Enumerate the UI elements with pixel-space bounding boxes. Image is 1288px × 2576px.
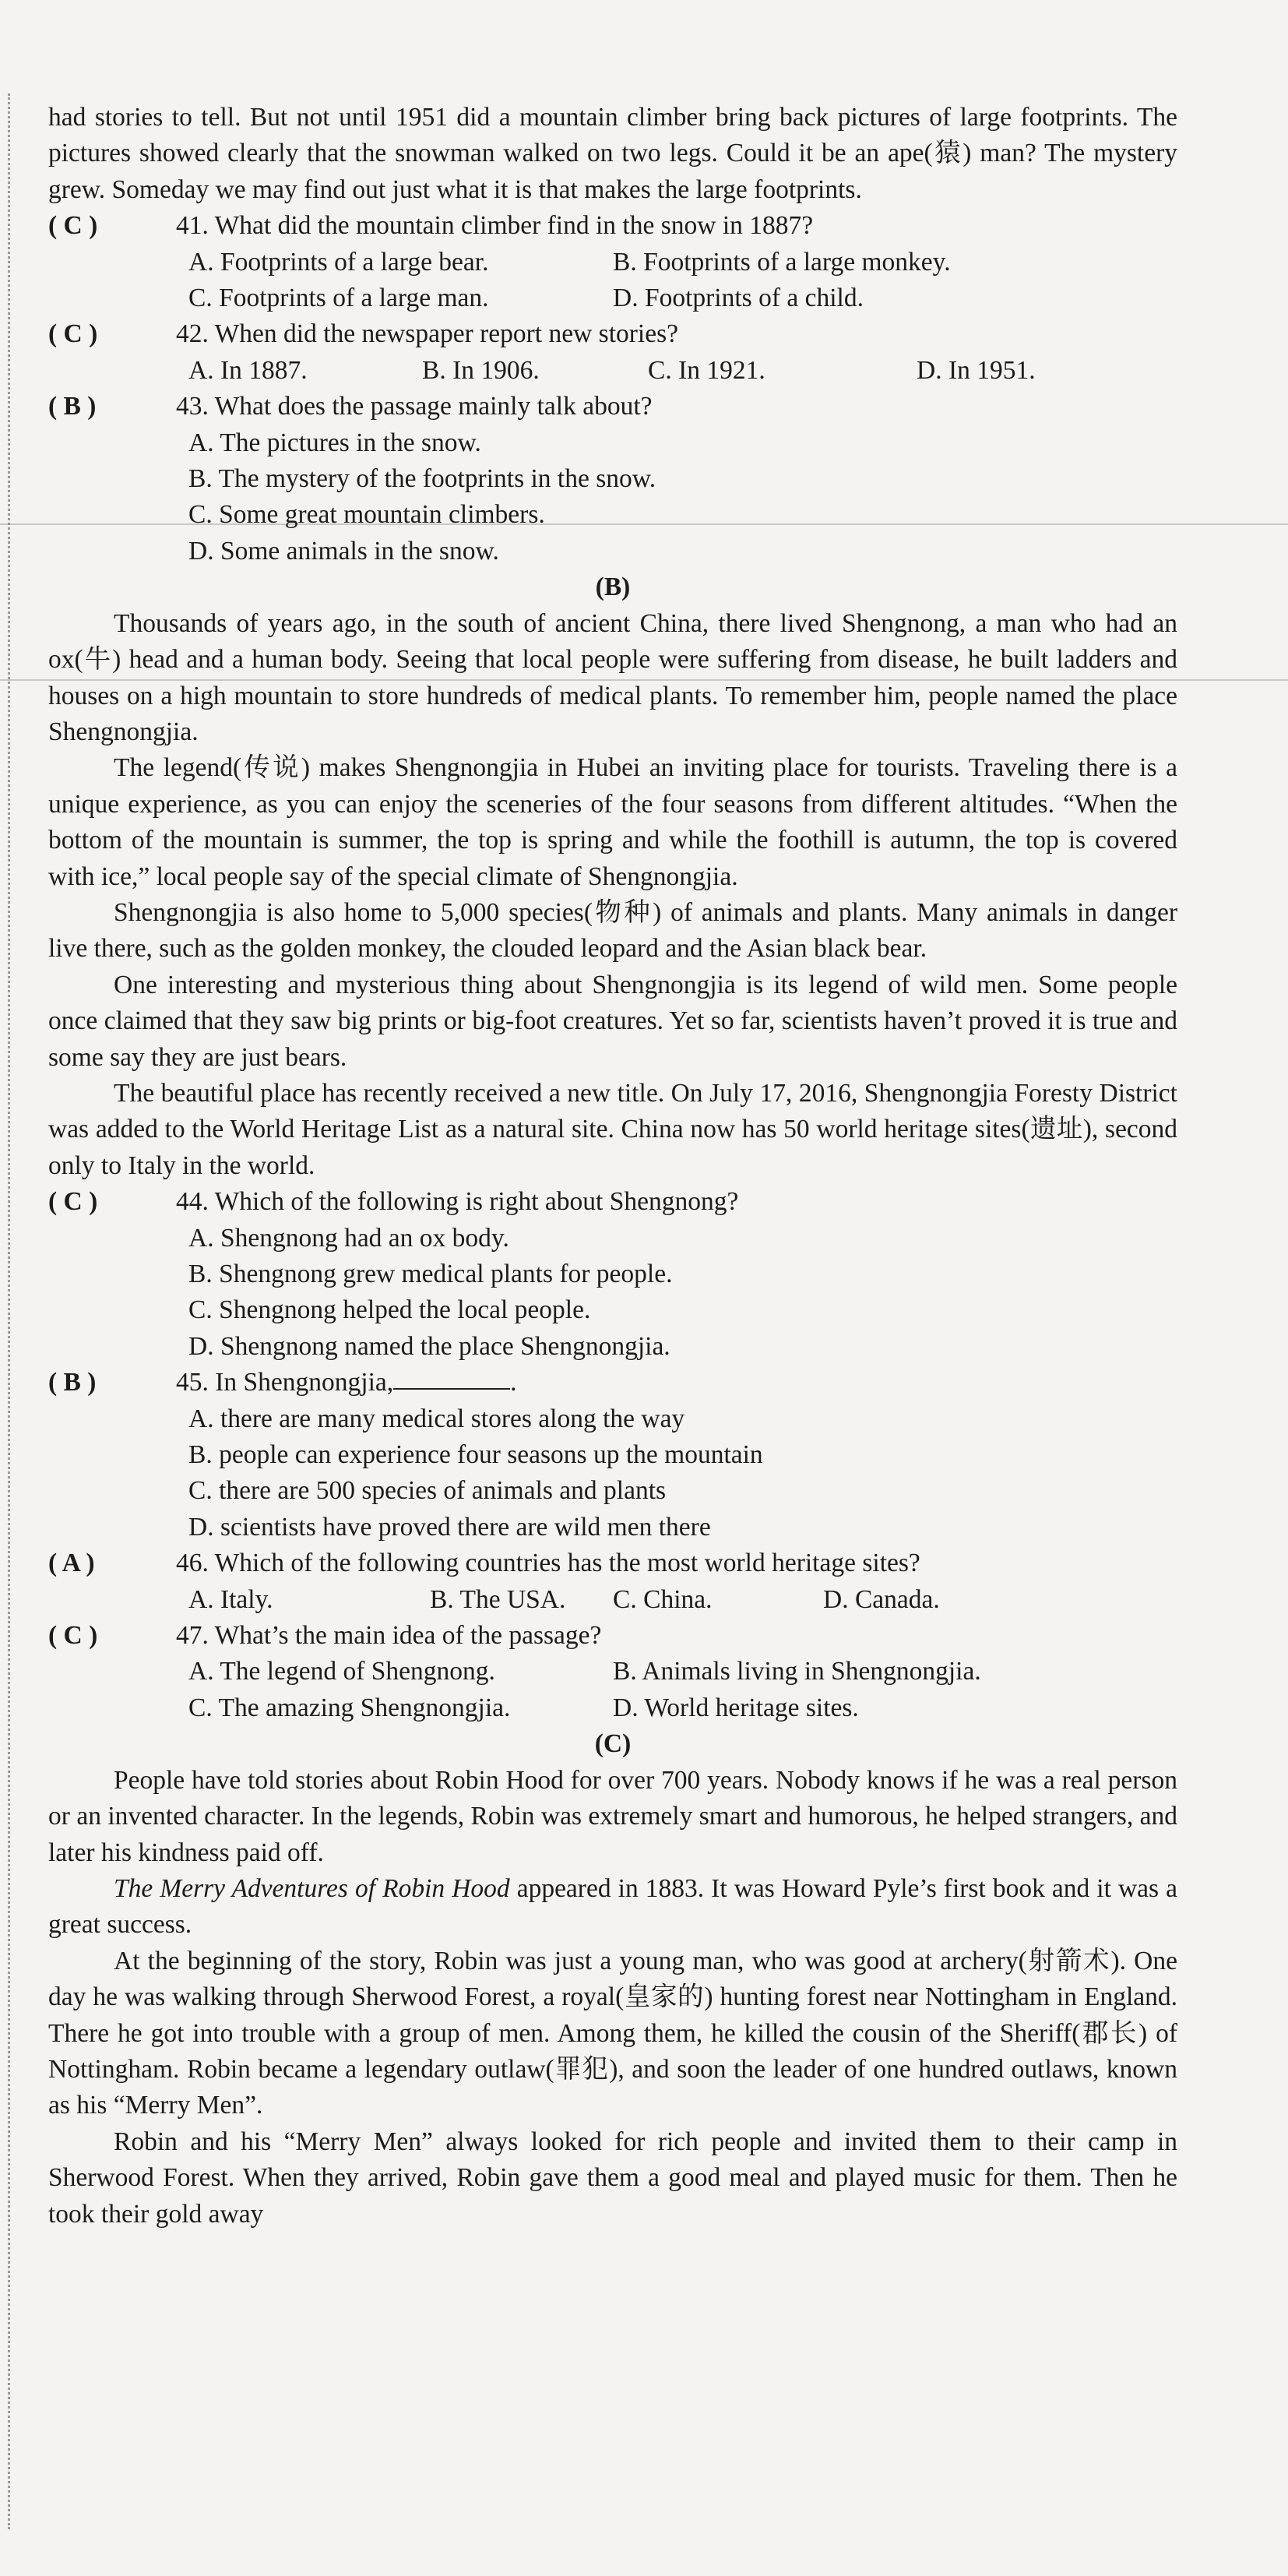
passage-c-paragraph: At the beginning of the story, Robin was just a young man, who was good at archery(射箭术). One day he was walking through Sherwood Forest, a royal(皇家的) hunting forest near Nottingham in England. There he got into trouble with a group of men. Among them, he killed the cousin of the Sheriff(郡长) of Nottingham. Robin became a legendary outlaw(罪犯), and soon the leader of one hundred outlaws, known as his “Merry Men”.	[48, 1946, 1177, 2120]
option-a: A. Footprints of a large bear.	[188, 247, 489, 277]
passage-b-paragraph: Thousands of years ago, in the south of ancient China, there lived Shengnong, a man who had an ox(牛) head and a human body. Seeing that local people were suffering from disease, he built ladders and houses on a high mountain to store hundreds of medical plants. To remember him, people named the place Shengnongjia.	[48, 608, 1177, 746]
option-b: B. Animals living in Shengnongjia.	[613, 1657, 981, 1686]
section-b-heading: (B)	[595, 573, 631, 602]
option-b: B. The mystery of the footprints in the snow.	[188, 464, 656, 494]
option-d: D. World heritage sites.	[613, 1693, 859, 1722]
option-c: C. Footprints of a large man.	[188, 284, 489, 313]
answer-42: ( C )	[48, 319, 98, 349]
options-row	[48, 1690, 1177, 1726]
question-text: 42. When did the newspaper report new stories?	[176, 319, 678, 349]
question-text: 46. Which of the following countries has the most world heritage sites?	[176, 1549, 920, 1578]
options-row	[48, 245, 1177, 280]
passage-c-paragraph: Robin and his “Merry Men” always looked for rich people and invited them to their camp in Sherwood Forest. When they arrived, Robin gave them a good meal and played music for them. Then he took their gold away	[48, 2127, 1177, 2229]
paragraph-text: appeared in 1883. It was Howard Pyle’s first book and it was a great success.	[48, 1873, 1177, 1940]
answer-blank	[393, 1365, 510, 1390]
option-d: D. Footprints of a child.	[613, 284, 864, 313]
passage-b-paragraph: One interesting and mysterious thing about Shengnongjia is its legend of wild men. Some people once claimed that they saw big prints or big-foot creatures. Yet so far, scientists haven’t proved it is true and some say they are just bears.	[48, 970, 1177, 1072]
option-c: C. Shengnong helped the local people.	[188, 1295, 591, 1325]
option-b: B. people can experience four seasons up the mountain	[188, 1440, 763, 1470]
options-row	[48, 353, 1177, 389]
worksheet-page	[48, 100, 1177, 2232]
options-row	[48, 1582, 1177, 1618]
book-title: The Merry Adventures of Robin Hood	[114, 1873, 510, 1903]
question-text: 41. What did the mountain climber find in the snow in 1887?	[176, 211, 814, 241]
answer-47: ( C )	[48, 1621, 98, 1651]
binding-margin-dotted-line	[8, 93, 10, 2529]
answer-43: ( B )	[48, 392, 97, 421]
question-text: 47. What’s the main idea of the passage?	[176, 1621, 602, 1651]
question-44	[48, 1184, 1177, 1220]
option-d: D. Some animals in the snow.	[188, 536, 499, 566]
answer-41: ( C )	[48, 211, 98, 241]
options-row	[48, 1654, 1177, 1690]
question-end: .	[510, 1368, 517, 1397]
passage-c-paragraph: People have told stories about Robin Hood for over 700 years. Nobody knows if he was a real person or an invented character. In the legends, Robin was extremely smart and humorous, he helped strangers, and later his kindness paid off.	[48, 1765, 1177, 1867]
question-text: 45. In Shengnongjia,	[176, 1368, 394, 1397]
option-b: B. Footprints of a large monkey.	[613, 247, 951, 277]
question-45	[48, 1365, 1177, 1401]
question-43	[48, 389, 1177, 425]
option-c: C. In 1921.	[648, 355, 765, 385]
option-a: A. The pictures in the snow.	[188, 428, 481, 457]
question-46	[48, 1545, 1177, 1581]
option-a: A. there are many medical stores along the way	[188, 1404, 685, 1433]
option-b: B. Shengnong grew medical plants for people.	[188, 1260, 673, 1288]
option-c: C. there are 500 species of animals and plants	[188, 1476, 667, 1506]
answer-45: ( B )	[48, 1368, 97, 1397]
options-row	[48, 280, 1177, 316]
option-d: D. scientists have proved there are wild men there	[188, 1512, 711, 1542]
option-d: D. Shengnong named the place Shengnongjia.	[188, 1331, 670, 1361]
option-c: C. China.	[613, 1584, 713, 1614]
option-d: D. Canada.	[823, 1584, 940, 1614]
passage-c-paragraph	[48, 1871, 1177, 1943]
option-d: D. In 1951.	[917, 355, 1036, 385]
passage-b-paragraph: The legend(传说) makes Shengnongjia in Hubei an inviting place for tourists. Traveling there is a unique experience, as you can enjoy the sceneries of the four seasons from different altitudes. “When the bottom of the mountain is summer, the top is spring and while the foothill is autumn, the top is covered with ice,” local people say of the special climate of Shengnongjia.	[48, 753, 1177, 891]
question-47	[48, 1618, 1177, 1654]
option-b: B. In 1906.	[422, 355, 540, 385]
option-a: A. Italy.	[188, 1584, 273, 1614]
answer-44: ( C )	[48, 1187, 98, 1217]
option-c: C. The amazing Shengnongjia.	[188, 1693, 511, 1722]
passage-b-paragraph: The beautiful place has recently received a new title. On July 17, 2016, Shengnongjia Foresty District was added to the World Heritage List as a natural site. China now has 50 world heritage sites(遗址), second only to Italy in the world.	[48, 1078, 1177, 1180]
question-text: 44. Which of the following is right about Shengnong?	[176, 1187, 739, 1217]
option-a: A. Shengnong had an ox body.	[188, 1223, 509, 1253]
intro-paragraph: had stories to tell. But not until 1951 did a mountain climber bring back pictures of large footprints. The pictures showed clearly that the snowman walked on two legs. Could it be an ape(猿) man? The mystery grew. Someday we may find out just what it is that makes the large footprints.	[48, 103, 1177, 204]
option-a: A. In 1887.	[188, 355, 308, 385]
question-text: 43. What does the passage mainly talk about?	[176, 392, 653, 421]
answer-46: ( A )	[48, 1549, 95, 1578]
option-c: C. Some great mountain climbers.	[188, 500, 545, 530]
option-a: A. The legend of Shengnong.	[188, 1657, 495, 1686]
option-b: B. The USA.	[430, 1584, 566, 1614]
question-41	[48, 208, 1177, 244]
question-42	[48, 316, 1177, 352]
section-c-heading: (C)	[594, 1729, 632, 1759]
passage-b-paragraph: Shengnongjia is also home to 5,000 species(物种) of animals and plants. Many animals in danger live there, such as the golden monkey, the clouded leopard and the Asian black bear.	[48, 897, 1177, 964]
